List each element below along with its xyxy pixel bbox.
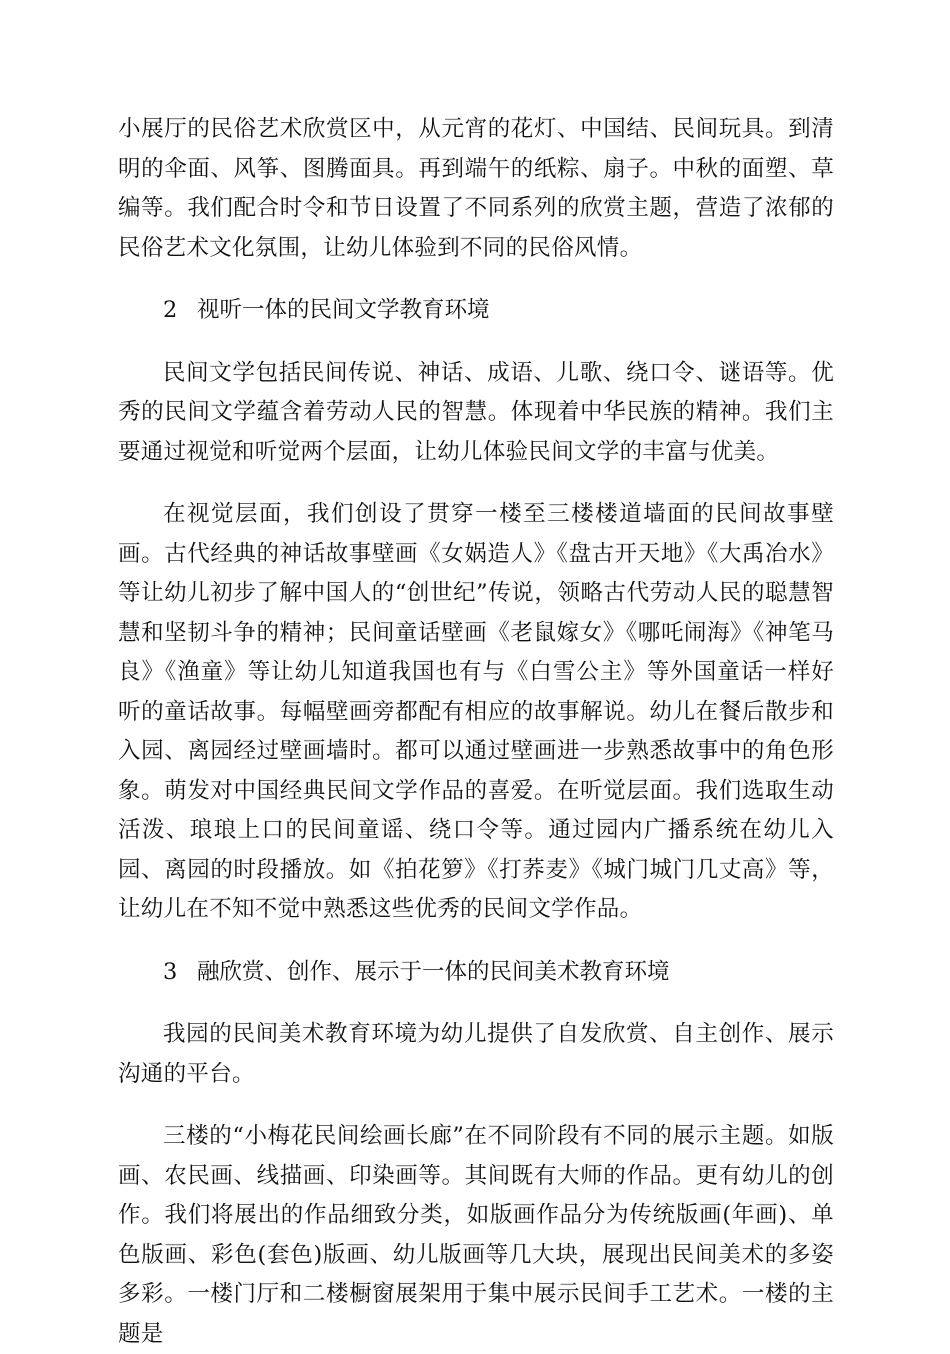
- section-heading-2: [118, 291, 834, 331]
- paragraph-folk-art-platform: 我园的民间美术教育环境为幼儿提供了自发欣赏、自主创作、展示沟通的平台。: [118, 1021, 834, 1087]
- paragraph-painting-gallery: 三楼的“小梅花民间绘画长廊”在不同阶段有不同的展示主题。如版画、农民画、线描画、印染画等。其间既有大师的作品。更有幼儿的创作。我们将展出的作品细致分类，如版画作品分为传统版画(年画)、单色版画、彩色(套色)版画、幼儿版画等几大块，展现出民间美术的多姿多彩。一楼门厅和二楼橱窗展架用于集中展示民间手工艺术。一楼的主题是: [118, 1123, 834, 1347]
- paragraph-folk-literature-intro: 民间文学包括民间传说、神话、成语、儿歌、绕口令、谜语等。优秀的民间文学蕴含着劳动人民的智慧。体现着中华民族的精神。我们主要通过视觉和听觉两个层面，让幼儿体验民间文学的丰富与优美。: [118, 359, 834, 465]
- section-number: 3: [163, 958, 178, 985]
- section-title: 融欣赏、创作、展示于一体的民间美术教育环境: [197, 958, 670, 985]
- section-title: 视听一体的民间文学教育环境: [197, 297, 490, 323]
- paragraph-folk-art-exhibit: 小展厅的民俗艺术欣赏区中，从元宵的花灯、中国结、民间玩具。到清明的伞面、风筝、图腾面具。再到端午的纸粽、扇子。中秋的面塑、草编等。我们配合时令和节日设置了不同系列的欣赏主题，营造了浓郁的民俗艺术文化氛围，让幼儿体验到不同的民俗风情。: [118, 116, 834, 261]
- section-heading-3: [118, 953, 834, 993]
- section-number: 2: [163, 297, 178, 323]
- paragraph-visual-auditory-level: 在视觉层面，我们创设了贯穿一楼至三楼楼道墙面的民间故事壁画。古代经典的神话故事壁画《女娲造人》《盘古开天地》《大禹冶水》等让幼儿初步了解中国人的“创世纪”传说，领略古代劳动人民的聪慧智慧和坚韧斗争的精神；民间童话壁画《老鼠嫁女》《哪吒闹海》《神笔马良》《渔童》等让幼儿知道我国也有与《白雪公主》等外国童话一样好听的童话故事。每幅壁画旁都配有相应的故事解说。幼儿在餐后散步和入园、离园经过壁画墙时。都可以通过壁画进一步熟悉故事中的角色形象。萌发对中国经典民间文学作品的喜爱。在听觉层面。我们选取生动活泼、琅琅上口的民间童谣、绕口令等。通过园内广播系统在幼儿入园、离园的时段播放。如《拍花箩》《打荞麦》《城门城门几丈高》等，让幼儿在不知不觉中熟悉这些优秀的民间文学作品。: [118, 501, 834, 922]
- document-page: [118, 110, 834, 1354]
